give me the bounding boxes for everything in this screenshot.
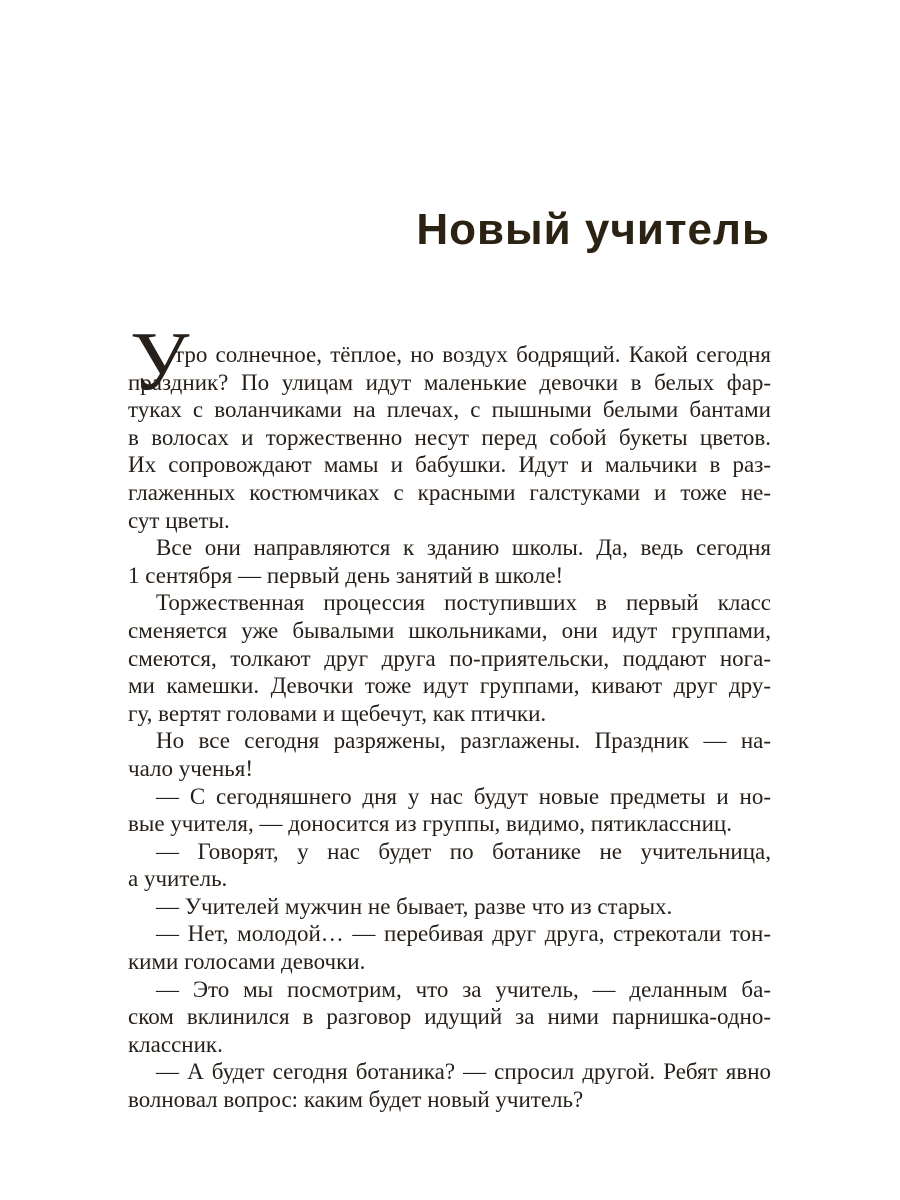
text-line: — А будет сегодня ботаника? — спросил другой. Ребят явно (156, 1059, 771, 1085)
paragraph (128, 783, 771, 838)
text-line: — Это мы посмотрим, что за учитель, — деланным ба- (156, 976, 771, 1002)
text-line: ми камешки. Девочки тоже идут группами, кивают друг дру- (128, 673, 771, 699)
text-line: сут цветы. (128, 507, 230, 533)
text-line: Все они направляются к зданию школы. Да, ведь сегодня (156, 535, 771, 561)
paragraph (128, 976, 771, 1059)
text-line: Но все сегодня разряжены, разглажены. Праздник — на- (156, 728, 771, 754)
text-line: ском вклинился в разговор идущий за ними парнишка-одно- (128, 1004, 771, 1030)
paragraph (128, 1058, 771, 1113)
paragraph (128, 920, 771, 975)
text-line: а учитель. (128, 866, 228, 892)
text-line: в волосах и торжественно несут перед собой букеты цветов. (128, 424, 771, 450)
text-line: сменяется уже бывалыми школьниками, они идут группами, (128, 617, 771, 643)
paragraph (128, 341, 771, 534)
text-line: глаженных костюмчиках с красными галстуками и тоже не- (128, 479, 771, 505)
text-line: кими голосами девочки. (128, 949, 366, 975)
paragraph (128, 534, 771, 589)
text-line: — Говорят, у нас будет по ботанике не учительница, (156, 838, 771, 864)
chapter-title: Новый учитель (416, 205, 770, 254)
paragraph (128, 893, 771, 921)
text-line: смеются, толкают друг друга по-приятельски, поддают нога- (128, 645, 771, 671)
text-line: тро солнечное, тёплое, но воздух бодрящий. Какой сегодня (174, 342, 771, 367)
text-line: — С сегодняшнего дня у нас будут новые предметы и но- (156, 783, 771, 809)
text-line: праздник? По улицам идут маленькие девочки в белых фар- (128, 369, 771, 395)
text-line: — Нет, молодой… — перебивая друг друга, стрекотали тон- (156, 921, 771, 947)
text-line: Их сопровождают мамы и бабушки. Идут и мальчики в раз- (128, 452, 771, 478)
text-line: волновал вопрос: каким будет новый учитель? (128, 1087, 584, 1113)
paragraph (128, 727, 771, 782)
text-line: классник. (128, 1031, 223, 1057)
paragraph (128, 838, 771, 893)
text-line: Торжественная процессия поступивших в первый класс (156, 590, 771, 616)
text-block (128, 315, 771, 1114)
text-line: чало ученья! (128, 755, 254, 781)
text-line: вые учителя, — доносится из группы, видимо, пятиклассниц. (128, 811, 732, 837)
text-line: — Учителей мужчин не бывает, разве что из старых. (156, 893, 673, 919)
text-line: гу, вертят головами и щебечут, как птички. (128, 700, 547, 726)
text-line: туках с воланчиками на плечах, с пышными белыми бантами (128, 397, 771, 423)
paragraphs-container (128, 341, 771, 1114)
drop-cap: У (130, 315, 190, 408)
paragraph (128, 589, 771, 727)
text-line: 1 сентября — первый день занятий в школе! (128, 562, 564, 588)
